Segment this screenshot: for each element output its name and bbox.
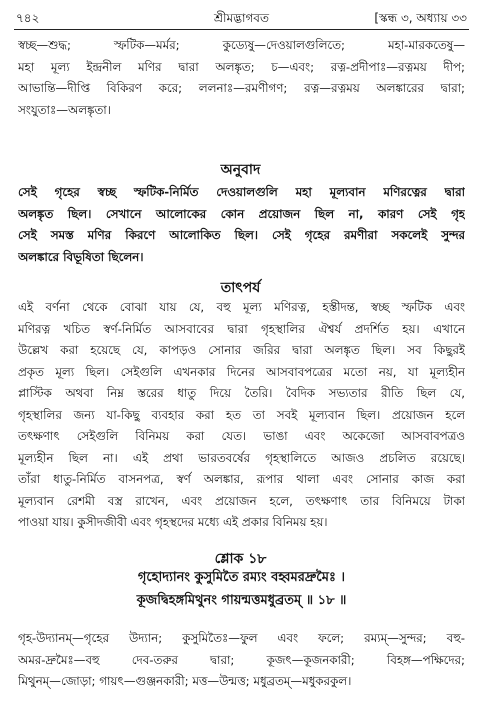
purport-line: তাঁরা ধাতু-নির্মিত বাসনপত্র, স্বর্ণ অলঙ্কার, রূপার থালা এবং সোনার কাজ করা — [18, 472, 465, 486]
chapter-reference: [স্কন্ধ ৩, অধ্যায় ৩৩ — [374, 11, 467, 25]
verse-heading: শ্লোক ১৮ — [214, 551, 267, 567]
synonym-line: অমর-দ্রুমৈঃ—বহু দেব-তরুর দ্বারা; কূজৎ—কূজনকারী; বিহঙ্গ—পক্ষিদের; — [18, 652, 465, 667]
synonym-line: গৃহ-উদ্যানম্—গৃহের উদ্যান; কুসুমিতৈঃ—ফুল এবং ফলে; রম্যম্—সুন্দর; বহু- — [18, 631, 465, 645]
purport-line: এই বর্ণনা থেকে বোঝা যায় যে, বহু মূল্য মণিরত্ন, হস্তীদন্ত, স্বচ্ছ স্ফটিক এবং — [18, 300, 465, 314]
synonyms-bottom — [18, 628, 465, 693]
purport-line: প্লাস্টিক অথবা নিম্ন স্তরের ধাতু দিয়ে তৈরি। বৈদিক সভ্যতার রীতি ছিল যে, — [18, 386, 465, 400]
verse-line: কূজদ্বিহঙ্গমিথুনং গায়ন্মত্তমধুব্রতম্ ॥ ১৮ ॥ — [136, 593, 347, 608]
purport-heading: তাৎপর্য — [220, 280, 261, 296]
translation-heading: অনুবাদ — [220, 162, 261, 178]
purport-line: মণিরত্ন খচিত স্বর্ণ-নির্মিত আসবাবের দ্বারা গৃহস্থালির ঐশ্বর্য প্রদর্শিত হয়। এখানে — [18, 321, 465, 336]
synonym-line: মিথুনম্—জোড়া; গায়ৎ—গুঞ্জনকারী; মত্ত—উন্মত্ত; মধুব্রতম্—মধুকরকুল। — [18, 674, 352, 688]
purport-text — [18, 297, 465, 534]
verse-text — [18, 566, 465, 612]
book-title: শ্রীমদ্ভাগবত — [213, 11, 269, 25]
purport-line: উল্লেখ করা হয়েছে যে, কাপড়ও সোনার জরির দ্বারা অলঙ্কৃত ছিল। সব কিছুরই — [18, 343, 465, 357]
translation-line: অলঙ্কৃত ছিল। সেখানে আলোকের কোন প্রয়োজন ছিল না, কারণ সেই গৃহ — [18, 206, 465, 221]
purport-line: তৎক্ষণাৎ সেইগুলি বিনিময় করা যেত। ভাঙা এবং অকেজো আসবাবপত্রও — [18, 429, 465, 443]
synonym-line: স্বচ্ছ—শুদ্ধ; স্ফটিক—মর্মর; কুড্যেষু—দেওয়ালগুলিতে; মহা-মারকতেষু— — [18, 38, 465, 52]
translation-line: সেই গৃহের স্বচ্ছ স্ফটিক-নির্মিত দেওয়ালগুলি মহা মূল্যবান মণিরত্নের দ্বারা — [18, 185, 465, 199]
page-header — [16, 8, 467, 28]
header-rule — [14, 29, 469, 30]
purport-line: গৃহস্থালির জন্য যা-কিছু ব্যবহার করা হত তা সবই মূল্যবান ছিল। প্রয়োজন হলে — [18, 407, 465, 422]
purport-line: প্রকৃত মূল্য ছিল। সেইগুলি এখনকার দিনের আসবাবপত্রের মতো নয়, যা মূল্যহীন — [18, 364, 465, 379]
translation-line: অলঙ্কারে বিভূষিতা ছিলেন। — [18, 249, 144, 264]
purport-line: পাওয়া যায়। কুসীদজীবী এবং গৃহস্থদের মধ্যে এই প্রকার বিনিময় হয়। — [18, 515, 328, 529]
purport-line: মূল্যবান রেশমী বস্ত্র রাখেন, এবং প্রয়োজন হলে, তৎক্ষণাৎ তার বিনিময়ে টাকা — [18, 493, 465, 508]
verse-line: গৃহোদ্যানং কুসুমিতৈ রম্যং বহ্বমরদ্রুমৈঃ । — [137, 570, 346, 585]
synonyms-top — [18, 35, 465, 121]
purport-line: মূল্যহীন ছিল না। এই প্রথা ভারতবর্ষের গৃহস্থালিতে আজও প্রচলিত রয়েছে। — [18, 450, 465, 465]
synonym-line: মহা মূল্য ইন্দ্রনীল মণির দ্বারা অলঙ্কৃত; চ—এবং; রত্ন-প্রদীপাঃ—রত্নময় দীপ; — [18, 59, 465, 74]
synonym-line: সংযুতাঃ—অলঙ্কৃতা। — [18, 102, 111, 117]
translation-line: সেই সমস্ত মণির কিরণে আলোকিত ছিল। সেই গৃহের রমণীরা সকলেই সুন্দর — [18, 228, 465, 242]
page-number: ৭৪২ — [16, 11, 40, 25]
synonym-line: আভান্তি—দীপ্তি বিকিরণ করে; ললনাঃ—রমণীগণ; রত্ন—রত্নময় অলঙ্কারের দ্বারা; — [18, 81, 465, 95]
translation-text — [18, 182, 465, 268]
